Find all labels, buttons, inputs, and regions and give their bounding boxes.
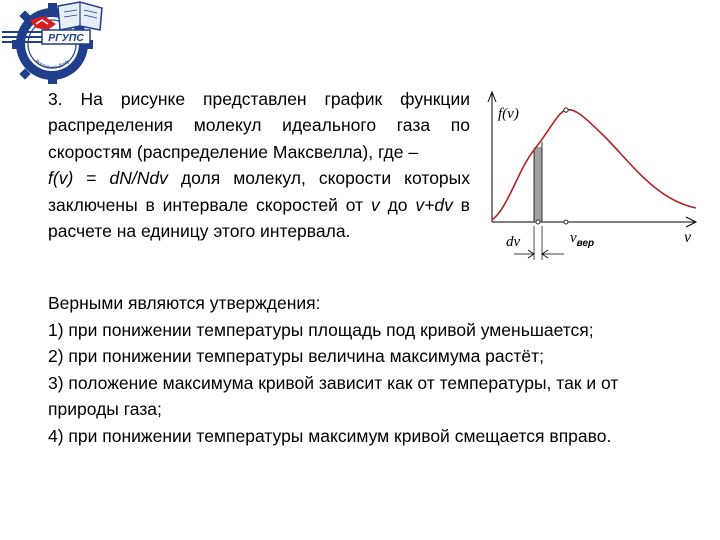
y-axis-label: f(v) (498, 106, 519, 122)
formula-equals: = (73, 168, 110, 189)
problem-to: до (379, 194, 416, 215)
statement-4: 4) при понижении температуры максимум кривой смещается вправо. (48, 425, 612, 446)
formula-f-v: f(v) (48, 168, 74, 189)
logo-ring-text: Ростов-на-Дону (33, 58, 71, 71)
statements-heading: Верными являются утверждения: (48, 293, 321, 313)
statement-1: 1) при понижении температуры площадь под кривой уменьшается; (48, 319, 594, 340)
dv-strip (534, 147, 542, 222)
problem-text (48, 86, 470, 244)
x-axis-label: v (684, 229, 692, 246)
problem-part2: доля молекул, скорости которых заключены в интервале скоростей от (48, 168, 470, 215)
curve-maximum-point (564, 108, 568, 112)
dv-arrow-right-icon (542, 250, 564, 258)
symbol-v: v (370, 194, 380, 215)
distribution-curve (492, 110, 696, 220)
v-probable-label: $v_{вер}$ (570, 230, 595, 249)
problem-part3: в расчете на единицу этого интервала. (48, 194, 470, 242)
statements-block (48, 290, 668, 450)
problem-intro: 3. На рисунке представлен график функции распределения молекул идеального газа по скоростям (распределение Максвелла), где – (48, 89, 470, 162)
dv-arrow-left-icon (514, 250, 534, 258)
symbol-v-plus-dv: v+dv (415, 194, 453, 215)
statement-2: 2) при понижении температуры величина максимума растёт; (48, 346, 545, 367)
maxwell-distribution-graph (478, 90, 704, 262)
logo-text: РГУПС (48, 32, 84, 44)
formula-dn-ndv: dN/Ndv (109, 168, 168, 189)
university-logo (0, 0, 108, 84)
statement-3: 3) положение максимума кривой зависит как от температуры, так и от природы газа; (48, 372, 619, 420)
book-icon (58, 2, 102, 30)
dv-label: dv (506, 234, 521, 250)
